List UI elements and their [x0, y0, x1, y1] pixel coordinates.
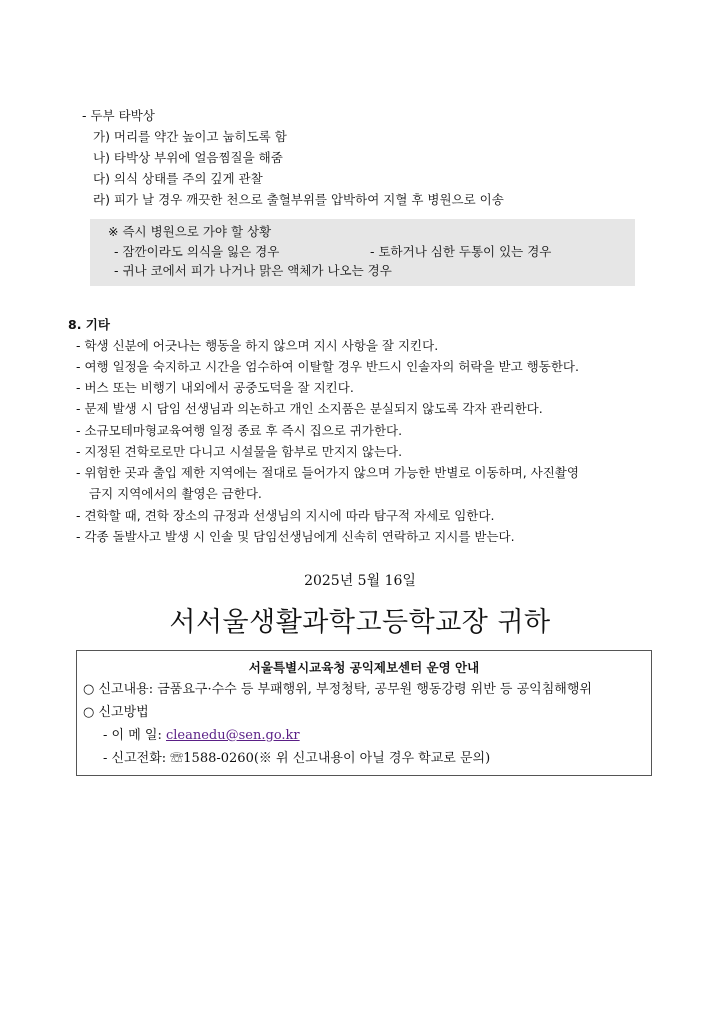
hospital-box-item-vomit: - 토하거나 심한 두통이 있는 경우 [370, 244, 552, 259]
head-injury-item-3: 다) 의식 상태를 주의 깊게 관찰 [93, 171, 263, 186]
notice-phone-row [103, 749, 490, 769]
whistleblower-notice-box [76, 650, 652, 776]
document-date: 2025년 5월 16일 [304, 573, 416, 589]
email-link[interactable]: cleanedu@sen.go.kr [165, 728, 300, 743]
hospital-box-item-unconscious: - 잠깐이라도 의식을 잃은 경우 [114, 244, 280, 259]
hospital-situation-box [90, 219, 635, 286]
head-injury-title: - 두부 타박상 [82, 108, 155, 123]
section-8-item: - 지정된 견학로로만 다니고 시설물을 함부로 만지지 않는다. [76, 444, 403, 459]
section-8-item: - 학생 신분에 어긋나는 행동을 하지 않으며 지시 사항을 잘 지킨다. [76, 338, 439, 353]
section-8-item: - 각종 돌발사고 발생 시 인솔 및 담임선생님에게 신속히 연락하고 지시를 받는다. [76, 529, 515, 544]
section-8-item: - 소규모테마형교육여행 일정 종료 후 즉시 집으로 귀가한다. [76, 423, 403, 438]
notice-report-method: ○ 신고방법 [83, 705, 149, 720]
notice-email-row [103, 726, 300, 746]
notice-title: 서울특별시교육청 공익제보센터 운영 안내 [248, 660, 480, 675]
section-8-item: - 위험한 곳과 출입 제한 지역에는 절대로 들어가지 않으며 가능한 반별로 이동하며, 사진촬영 [76, 465, 579, 480]
head-injury-item-4: 라) 피가 날 경우 깨끗한 천으로 출혈부위를 압박하여 지혈 후 병원으로 이송 [93, 192, 504, 207]
head-injury-item-2: 나) 타박상 부위에 얼음찜질을 해줌 [93, 150, 283, 165]
head-injury-item-1: 가) 머리를 약간 높이고 눕히도록 함 [93, 129, 287, 144]
section-8-title: 8. 기타 [68, 317, 110, 332]
phone-label: - 신고전화: [103, 751, 171, 766]
section-8-item: - 버스 또는 비행기 내외에서 공중도덕을 잘 지킨다. [76, 380, 354, 395]
section-8-item: - 견학할 때, 견학 장소의 규정과 선생님의 지시에 따라 탐구적 자세로 임한다. [76, 508, 495, 523]
email-label: - 이 메 일: [103, 728, 166, 743]
principal-addressee: 서서울생활과학고등학교장 귀하 [169, 607, 551, 638]
section-8-item: - 여행 일정을 숙지하고 시간을 엄수하여 이탈할 경우 반드시 인솔자의 허락을 받고 행동한다. [76, 359, 579, 374]
section-8-item: - 문제 발생 시 담임 선생님과 의논하고 개인 소지품은 분실되지 않도록 각자 관리한다. [76, 401, 543, 416]
hospital-box-title: ※ 즉시 병원으로 가야 할 상황 [108, 224, 272, 239]
notice-report-content: ○ 신고내용: 금품요구·수수 등 부패행위, 부정청탁, 공무원 행동강령 위반 등 공익침해행위 [83, 682, 592, 697]
hospital-box-item-bleeding: - 귀나 코에서 피가 나거나 맑은 액체가 나오는 경우 [114, 263, 392, 278]
section-8-item-continued: 금지 지역에서의 촬영은 금한다. [89, 486, 262, 501]
phone-number: ☏1588-0260(※ 위 신고내용이 아닐 경우 학교로 문의) [170, 751, 491, 766]
